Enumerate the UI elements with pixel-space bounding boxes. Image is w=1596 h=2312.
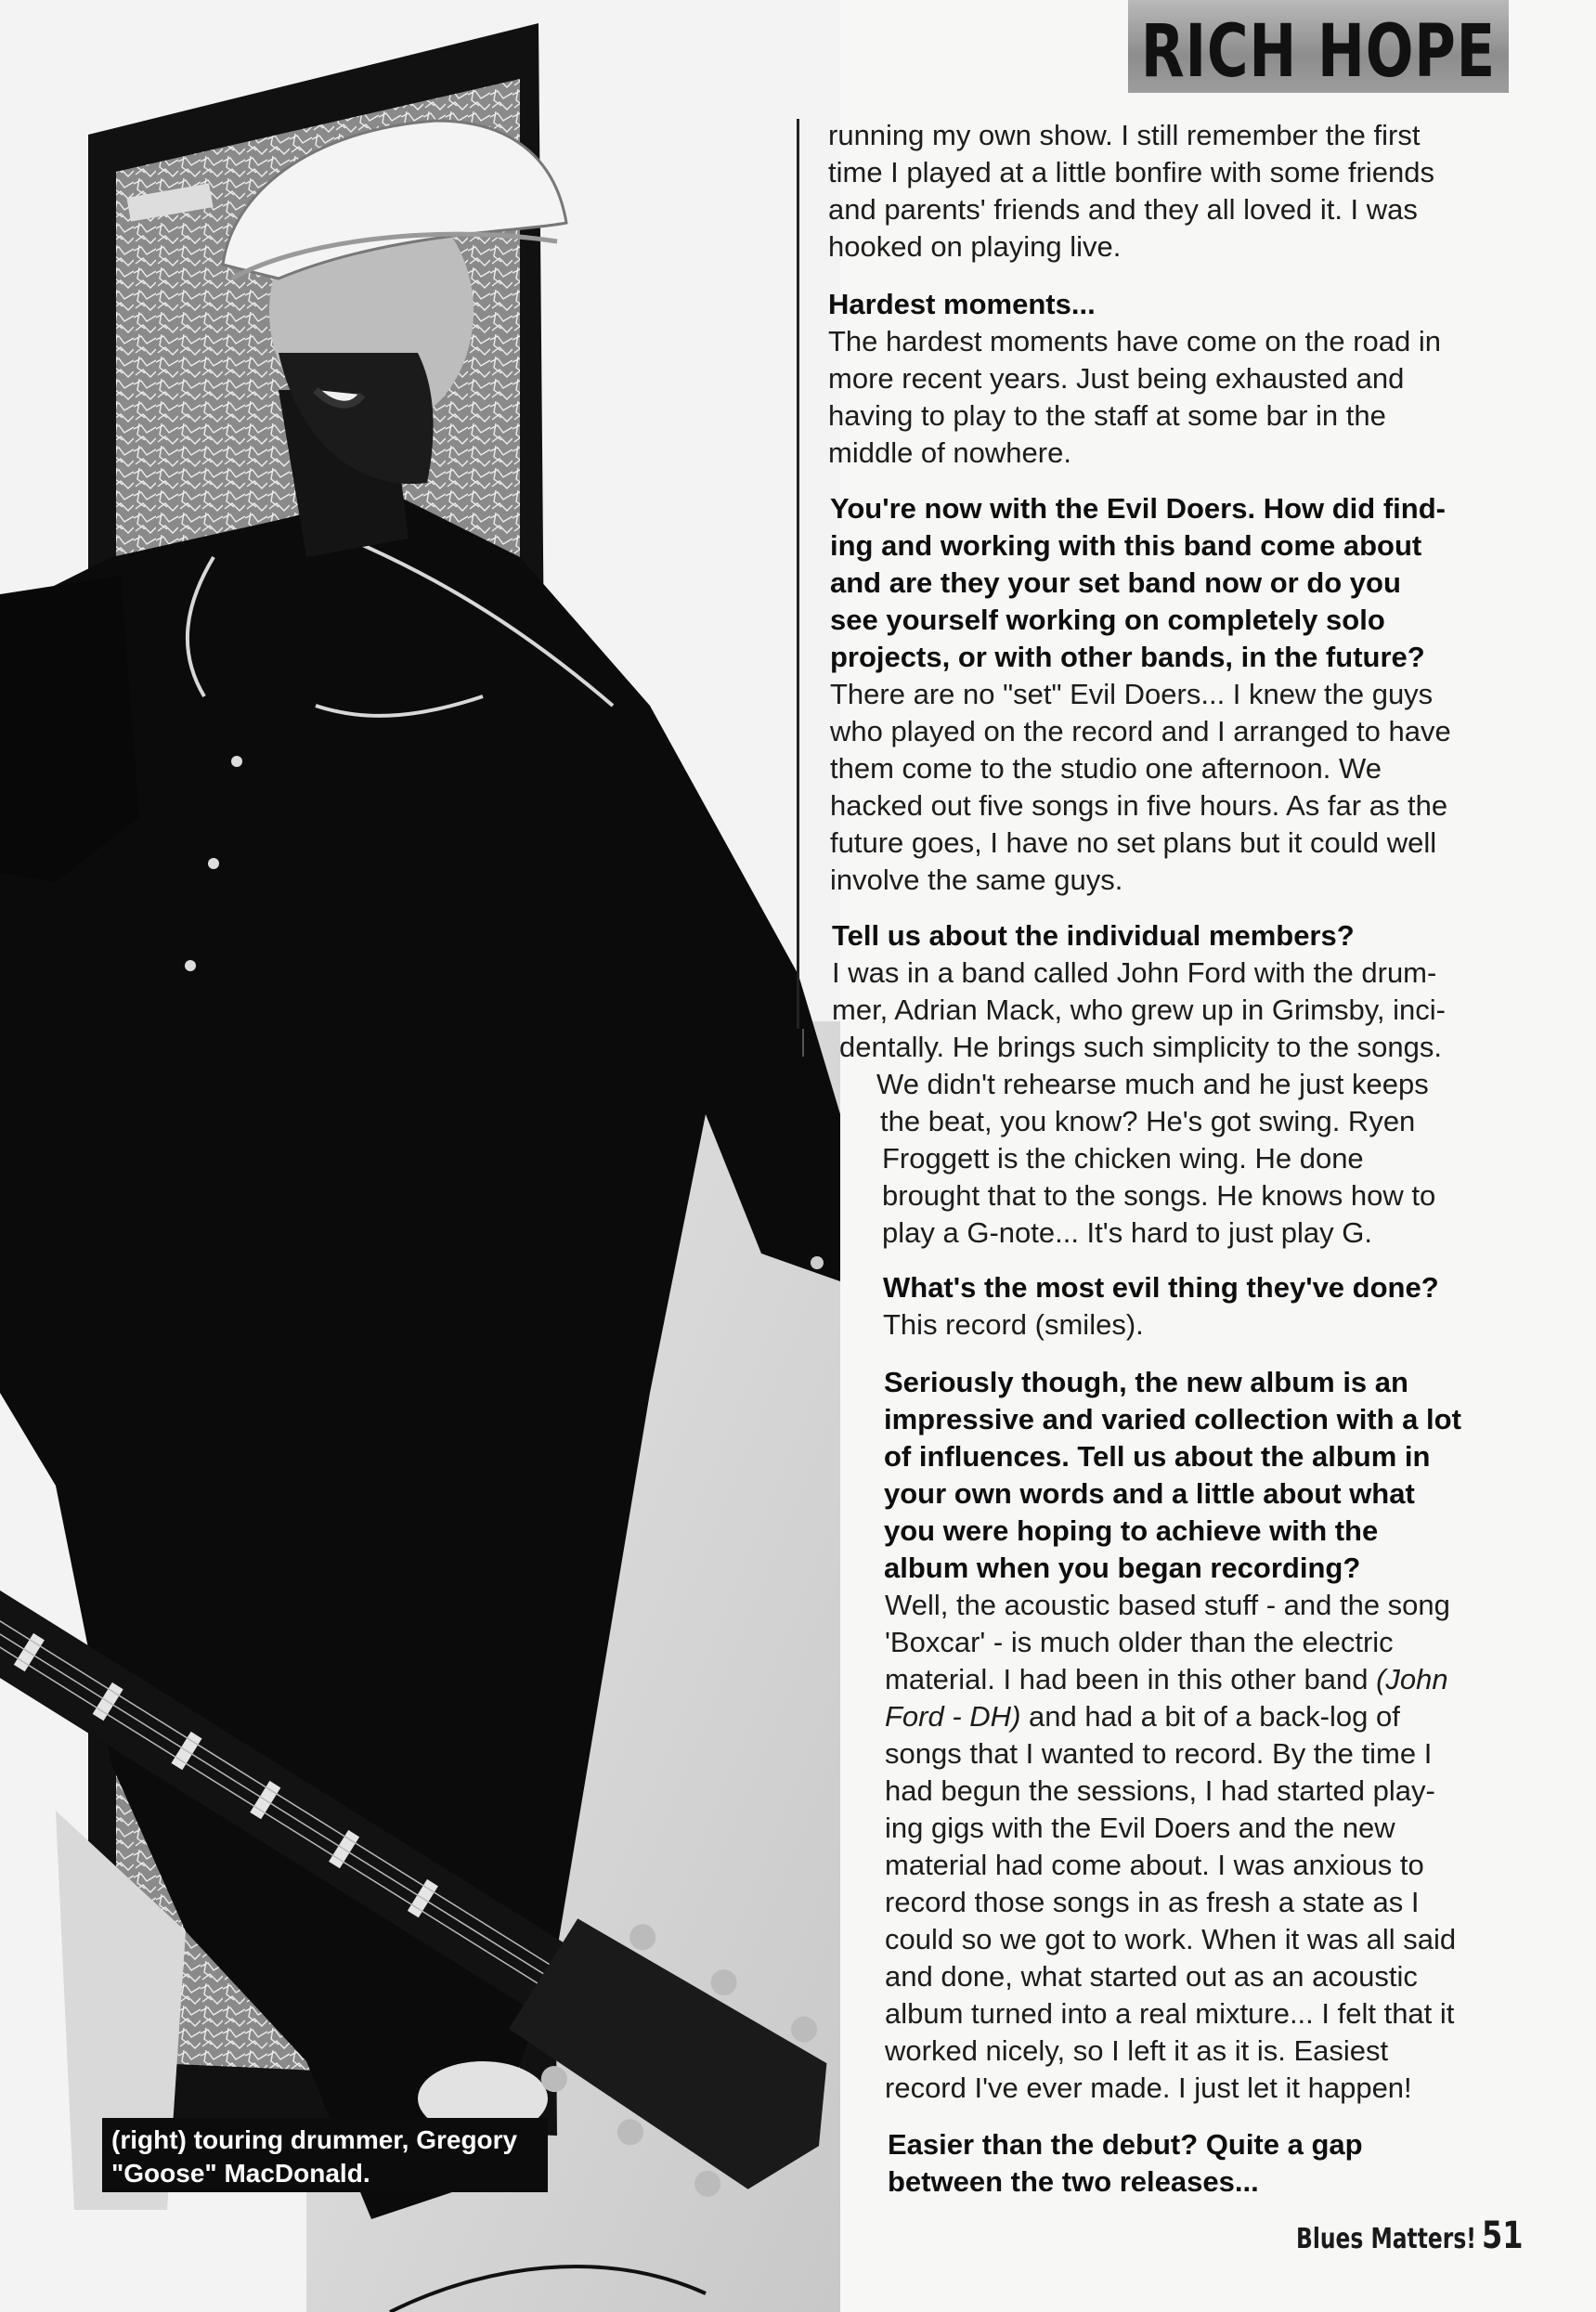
column-divider — [802, 1029, 804, 1057]
page-number: 51 — [1482, 2215, 1524, 2257]
paragraph: There are no "set" Evil Doers... I knew the guys who played on the record and I arranged to have them come to the studio one afternoon. We hacked out five songs in five hours. As far as the future goes, I have no set plans but it could well involve the same guys. — [830, 678, 1451, 896]
interview-question: Easier than the debut? Quite a gap between the two releases... — [888, 2128, 1363, 2198]
interview-question: Hardest moments... — [828, 288, 1096, 320]
interview-question: Tell us about the individual members? — [832, 919, 1355, 952]
paragraph: Well, the acoustic based stuff - and the song 'Boxcar' - is much older than the electric material. I had been in this other band (John Ford - DH) and had a bit of a back-log of songs that I wanted to record. By the time I had begun the sessions, I had started play- ing gigs with the Evil Doers and the new material had come about. I was anxious to record those songs in as fresh a state as I could so we got to work. When it was all said and done, what started out as an acoustic album turned into a real mixture... I felt that it worked nicely, so I left it as it is. Easiest record I've ever made. I just let it happen! — [885, 1589, 1457, 2104]
paragraph: running my own show. I still remember the first time I played at a little bonfire with some friends and parents' friends and they all loved it. I was hooked on playing live. — [828, 119, 1435, 263]
interview-question: You're now with the Evil Doers. How did find- ing and working with this band come about and are they your set band now or do you see yourself working on completely solo projects, or with other bands, in the future? — [830, 492, 1446, 673]
paragraph: The hardest moments have come on the road in more recent years. Just being exhausted and having to play to the staff at some bar in the middle of nowhere. — [828, 325, 1441, 469]
interview-question: Seriously though, the new album is an impressive and varied collection with a lot of influences. Tell us about the album in your own words and a little about what you were hoping to achieve with the album when you began recording? — [884, 1366, 1461, 1584]
page-footer — [1296, 2215, 1534, 2261]
paragraph: This record (smiles). — [883, 1308, 1144, 1341]
paragraph: I was in a band called John Ford with the drum- mer, Adrian Mack, who grew up in Grimsby, inci- dentally. He brings such simplicity to the songs. We didn't rehearse much and he just keeps the beat, you know? He's got swing. Ryen Froggett is the chicken wing. He done brought that to the songs. He knows how to play a G-note... It's hard to just play G. — [832, 956, 1446, 1249]
interview-question: What's the most evil thing they've done? — [883, 1271, 1439, 1304]
photo-caption: (right) touring drummer, Gregory "Goose" MacDonald. — [102, 2118, 548, 2192]
page-title: RICH HOPE — [1140, 10, 1497, 94]
magazine-name: Blues Matters! — [1296, 2223, 1476, 2255]
column-divider — [797, 119, 799, 1029]
header-banner — [1128, 0, 1509, 93]
